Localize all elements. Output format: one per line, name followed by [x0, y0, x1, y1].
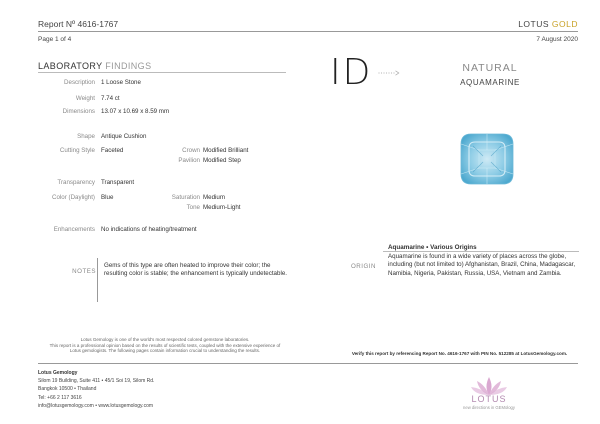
enhancements-label: Enhancements: [53, 226, 95, 233]
origin-title: Aquamarine • Various Origins: [388, 244, 477, 251]
tone-value: Medium-Light: [203, 204, 241, 211]
logo-accent: GOLD: [551, 19, 578, 29]
disclaimer-line: Lotus Gemology is one of the world's most respected colored gemstone laboratories.: [80, 337, 250, 342]
footer-logo-text: LOTUS: [471, 394, 507, 404]
weight-label: Weight: [75, 95, 95, 102]
address-line: Bangkok 10500 • Thailand: [38, 386, 97, 393]
description-label: Description: [64, 79, 95, 86]
dimensions-value: 13.07 x 10.69 x 8.59 mm: [101, 108, 170, 115]
footer-tagline: new directions in GEMology: [463, 405, 515, 410]
origin-divider: [383, 251, 579, 252]
page-number: Page 1 of 4: [38, 36, 72, 43]
crown-label: Crown: [182, 147, 200, 154]
pavilion-label: Pavilion: [178, 157, 200, 164]
verify-line: Verify this report by referencing Report No. 4616-1767 with PIN No. 512285 at LotusGemology.com.: [351, 351, 568, 356]
weight-value: 7.74 ct: [101, 95, 120, 102]
company-name: Lotus Gemology: [38, 370, 78, 376]
species-label: AQUAMARINE: [460, 78, 520, 87]
natural-label: NATURAL: [462, 62, 518, 74]
footer-address: [38, 369, 154, 410]
report-date: 7 August 2020: [536, 36, 578, 43]
transparency-value: Transparent: [101, 179, 135, 186]
footer-divider: [38, 363, 578, 364]
origin-text: Aquamarine is found in a wide variety of places across the globe, including (but not limited to) Afghanistan, Brazil, China, Madagascar, Namibia, Nigeria, Pakistan, Russia, USA, Vietnam and Zambia.: [388, 253, 576, 277]
cutting-style-label: Cutting Style: [59, 147, 95, 154]
shape-label: Shape: [77, 133, 95, 140]
tone-label: Tone: [186, 204, 200, 211]
lotus-gold-logo: [518, 19, 578, 29]
color-label: Color (Daylight): [52, 194, 95, 201]
pavilion-value: Modified Step: [203, 157, 241, 164]
disclaimer-line: This report is a professional opinion based on the results of scientific tests, coupled with the extensive experience of: [49, 342, 281, 348]
report-number: Report Nº 4616-1767: [38, 19, 119, 29]
disclaimer-line: Lotus gemologists. The following pages contain information crucial to understanding the results.: [69, 348, 261, 354]
enhancements-value: No indications of heating/treatment: [101, 226, 197, 233]
findings-heading: [38, 61, 151, 71]
notes-label: NOTES: [72, 268, 96, 275]
findings-divider: [38, 72, 286, 73]
header-divider: [38, 31, 578, 32]
address-line: Silom 19 Building, Suite 411 • 45/1 Soi 19, Silom Rd.: [38, 378, 155, 385]
crown-value: Modified Brilliant: [203, 147, 249, 154]
dotted-arrow-icon: [378, 70, 400, 76]
transparency-label: Transparency: [57, 179, 95, 186]
gemstone-image: [459, 132, 515, 186]
findings-heading-light: FINDINGS: [105, 61, 152, 71]
cutting-style-value: Faceted: [101, 147, 124, 154]
saturation-value: Medium: [203, 194, 226, 201]
id-mark: ID: [330, 52, 373, 93]
logo-word: LOTUS: [518, 19, 550, 29]
shape-value: Antique Cushion: [101, 133, 147, 140]
color-value: Blue: [101, 194, 114, 201]
verify-text: [337, 351, 582, 356]
origin-label: ORIGIN: [350, 263, 376, 270]
notes-text: Gems of this type are often heated to improve their color; the resulting color is stable; the enhancement is typically undetectable.: [97, 258, 287, 302]
saturation-label: Saturation: [171, 194, 200, 201]
description-value: 1 Loose Stone: [101, 79, 141, 86]
disclaimer: [45, 337, 285, 354]
findings-heading-bold: LABORATORY: [38, 61, 103, 71]
contact-links[interactable]: info@lotusgemology.com • www.lotusgemology.com: [38, 402, 154, 409]
dimensions-label: Dimensions: [62, 108, 95, 115]
phone: Tel: +66 2 117 3616: [38, 394, 82, 401]
